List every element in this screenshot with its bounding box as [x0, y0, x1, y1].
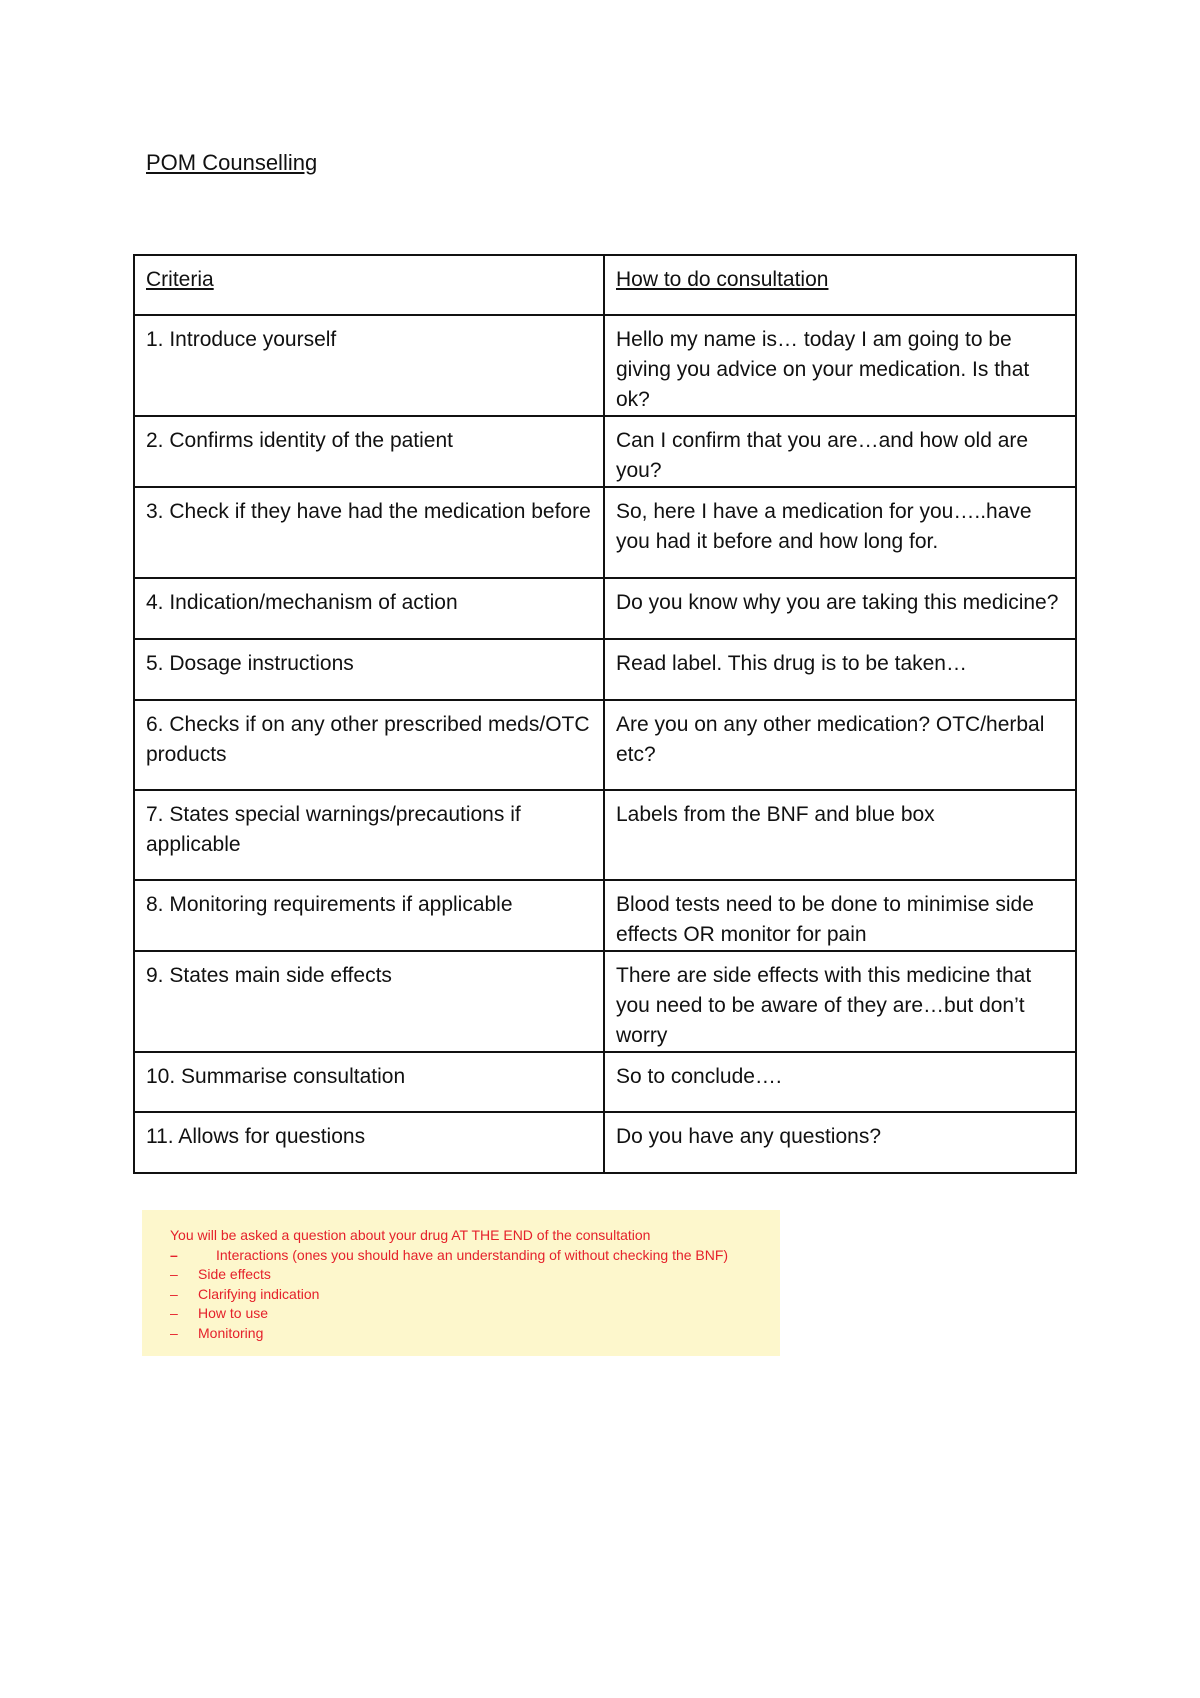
- criteria-cell: 9. States main side effects: [134, 951, 604, 1052]
- list-item: [170, 1304, 780, 1324]
- counselling-criteria-table: [133, 254, 1077, 1174]
- how-cell: Hello my name is… today I am going to be giving you advice on your medication. Is that ok?: [604, 315, 1076, 416]
- list-item-text: Interactions (ones you should have an understanding of without checking the BNF): [216, 1246, 729, 1263]
- criteria-cell: 2. Confirms identity of the patient: [134, 416, 604, 487]
- table-row: [134, 1112, 1076, 1173]
- list-item: [170, 1324, 780, 1344]
- exam-note-box: [142, 1210, 780, 1356]
- column-header-criteria: Criteria: [134, 255, 604, 315]
- how-cell: So, here I have a medication for you…..have you had it before and how long for.: [604, 487, 1076, 578]
- table-row: [134, 790, 1076, 880]
- page-title: POM Counselling: [146, 150, 318, 175]
- how-cell: Labels from the BNF and blue box: [604, 790, 1076, 880]
- how-cell: There are side effects with this medicine that you need to be aware of they are…but don’t worry: [604, 951, 1076, 1052]
- note-list: [170, 1246, 780, 1344]
- table-row: [134, 416, 1076, 487]
- dash-bullet: –: [170, 1246, 178, 1263]
- table-header-row: [134, 255, 1076, 315]
- criteria-cell: 5. Dosage instructions: [134, 639, 604, 700]
- criteria-cell: 11. Allows for questions: [134, 1112, 604, 1173]
- how-cell: Do you know why you are taking this medicine?: [604, 578, 1076, 639]
- criteria-cell: 6. Checks if on any other prescribed meds/OTC products: [134, 700, 604, 790]
- list-item-text: Side effects: [198, 1266, 271, 1282]
- how-cell: Do you have any questions?: [604, 1112, 1076, 1173]
- criteria-cell: 3. Check if they have had the medication before: [134, 487, 604, 578]
- list-item: [170, 1285, 780, 1305]
- column-header-how: How to do consultation: [604, 255, 1076, 315]
- table-row: [134, 315, 1076, 416]
- table-row: [134, 1052, 1076, 1112]
- note-intro: You will be asked a question about your drug AT THE END of the consultation: [170, 1227, 651, 1243]
- criteria-cell: 8. Monitoring requirements if applicable: [134, 880, 604, 951]
- list-item-text: Clarifying indication: [198, 1285, 320, 1302]
- criteria-cell: 1. Introduce yourself: [134, 315, 604, 416]
- list-item-text: How to use: [198, 1305, 269, 1321]
- criteria-cell: 4. Indication/mechanism of action: [134, 578, 604, 639]
- table-row: [134, 578, 1076, 639]
- table-row: [134, 951, 1076, 1052]
- dash-bullet: –: [170, 1324, 178, 1341]
- how-cell: Read label. This drug is to be taken…: [604, 639, 1076, 700]
- table-row: [134, 487, 1076, 578]
- how-cell: So to conclude….: [604, 1052, 1076, 1112]
- criteria-cell: 10. Summarise consultation: [134, 1052, 604, 1112]
- dash-bullet: –: [170, 1266, 178, 1282]
- list-item-text: Monitoring: [198, 1324, 264, 1341]
- list-item: [170, 1246, 780, 1266]
- how-cell: Blood tests need to be done to minimise side effects OR monitor for pain: [604, 880, 1076, 951]
- dash-bullet: –: [170, 1285, 178, 1302]
- how-cell: Can I confirm that you are…and how old are you?: [604, 416, 1076, 487]
- list-item: [170, 1265, 780, 1285]
- table-row: [134, 639, 1076, 700]
- dash-bullet: –: [170, 1305, 178, 1321]
- table-row: [134, 880, 1076, 951]
- criteria-cell: 7. States special warnings/precautions if applicable: [134, 790, 604, 880]
- table-row: [134, 700, 1076, 790]
- how-cell: Are you on any other medication? OTC/herbal etc?: [604, 700, 1076, 790]
